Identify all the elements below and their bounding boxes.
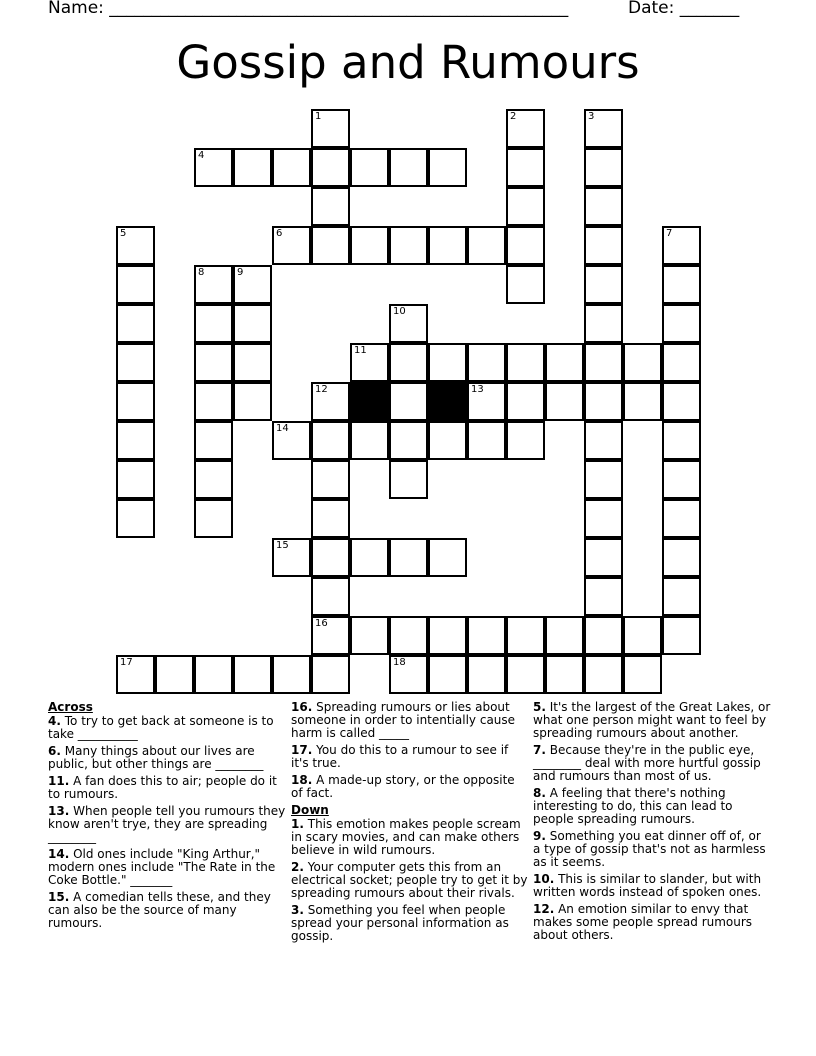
down-clue: 7. Because they're in the public eye, ________ deal with more hurtful gossip and rumours than most of us. [533, 743, 761, 783]
grid-cell[interactable] [506, 343, 545, 382]
clue-number: 10 [393, 306, 406, 317]
grid-cell[interactable] [584, 187, 623, 226]
grid-cell[interactable] [506, 109, 545, 148]
clue-number: 18 [393, 657, 406, 668]
grid-cell[interactable] [584, 304, 623, 343]
clue-number: 4 [198, 150, 205, 161]
grid-cell[interactable] [194, 148, 233, 187]
grid-cell[interactable] [233, 655, 272, 694]
date-field[interactable]: Date: _______ [628, 0, 740, 18]
grid-cell[interactable] [623, 616, 662, 655]
across-clue: 18. A made-up story, or the opposite of fact. [291, 773, 515, 800]
grid-cell[interactable] [194, 304, 233, 343]
grid-cell[interactable] [311, 460, 350, 499]
clue-number: 9 [237, 267, 244, 278]
grid-cell[interactable] [584, 226, 623, 265]
down-clue: 12. An emotion similar to envy that makes some people spread rumours about others. [533, 902, 753, 942]
grid-cell[interactable] [584, 265, 623, 304]
grid-cell[interactable] [662, 304, 701, 343]
across-clue: 17. You do this to a rumour to see if it's true. [291, 743, 509, 770]
grid-cell[interactable] [311, 577, 350, 616]
grid-cell[interactable] [584, 577, 623, 616]
clue-number: 17 [120, 657, 133, 668]
grid-cell[interactable] [428, 343, 467, 382]
grid-cell[interactable] [194, 655, 233, 694]
clue-number: 11 [354, 345, 367, 356]
clue-number: 13 [471, 384, 484, 395]
grid-cell[interactable] [662, 382, 701, 421]
black-cell [350, 382, 389, 421]
grid-cell[interactable] [545, 343, 584, 382]
grid-cell[interactable] [389, 538, 428, 577]
grid-cell[interactable] [311, 187, 350, 226]
grid-cell[interactable] [662, 499, 701, 538]
grid-cell[interactable] [233, 343, 272, 382]
clue-number: 2 [510, 111, 517, 122]
grid-cell[interactable] [545, 616, 584, 655]
grid-cell[interactable] [311, 226, 350, 265]
down-clue: 8. A feeling that there's nothing interesting to do, this can lead to people spreading rumours. [533, 786, 733, 826]
grid-cell[interactable] [194, 421, 233, 460]
grid-cell[interactable] [116, 499, 155, 538]
clue-number: 7 [666, 228, 673, 239]
clues-column-3 [533, 701, 771, 946]
clue-number: 5 [120, 228, 127, 239]
grid-cell[interactable] [467, 226, 506, 265]
name-field[interactable]: Name: ______________________________________________________ [48, 0, 569, 18]
grid-cell[interactable] [272, 421, 311, 460]
grid-cell[interactable] [311, 148, 350, 187]
grid-cell[interactable] [584, 655, 623, 694]
grid-cell[interactable] [233, 382, 272, 421]
down-clue: 1. This emotion makes people scream in scary movies, and can make others believe in wild rumours. [291, 817, 521, 857]
down-clue: 9. Something you eat dinner off of, or a type of gossip that's not as harmless as it seems. [533, 829, 766, 869]
grid-cell[interactable] [350, 421, 389, 460]
grid-cell[interactable] [194, 460, 233, 499]
grid-cell[interactable] [116, 460, 155, 499]
grid-cell[interactable] [584, 616, 623, 655]
grid-cell[interactable] [389, 616, 428, 655]
grid-cell[interactable] [389, 304, 428, 343]
grid-cell[interactable] [272, 655, 311, 694]
across-heading: Across [48, 700, 93, 714]
grid-cell[interactable] [623, 382, 662, 421]
grid-cell[interactable] [506, 148, 545, 187]
grid-cell[interactable] [311, 655, 350, 694]
grid-cell[interactable] [311, 499, 350, 538]
grid-cell[interactable] [506, 382, 545, 421]
grid-cell[interactable] [584, 343, 623, 382]
grid-cell[interactable] [506, 655, 545, 694]
grid-cell[interactable] [311, 421, 350, 460]
grid-cell[interactable] [506, 187, 545, 226]
grid-cell[interactable] [662, 577, 701, 616]
grid-cell[interactable] [428, 655, 467, 694]
grid-cell[interactable] [506, 421, 545, 460]
grid-cell[interactable] [311, 616, 350, 655]
grid-cell[interactable] [662, 265, 701, 304]
grid-cell[interactable] [623, 343, 662, 382]
grid-cell[interactable] [389, 148, 428, 187]
down-clue: 3. Something you feel when people spread your personal information as gossip. [291, 903, 509, 943]
across-clue: 4. To try to get back at someone is to take __________ [48, 714, 274, 741]
grid-cell[interactable] [428, 616, 467, 655]
clues-column-2 [291, 701, 529, 947]
grid-cell[interactable] [116, 655, 155, 694]
grid-cell[interactable] [116, 382, 155, 421]
grid-cell[interactable] [194, 265, 233, 304]
grid-cell[interactable] [389, 343, 428, 382]
grid-cell[interactable] [350, 343, 389, 382]
grid-cell[interactable] [272, 538, 311, 577]
grid-cell[interactable] [584, 109, 623, 148]
clue-number: 3 [588, 111, 595, 122]
grid-cell[interactable] [350, 538, 389, 577]
grid-cell[interactable] [233, 148, 272, 187]
grid-cell[interactable] [506, 226, 545, 265]
grid-cell[interactable] [116, 343, 155, 382]
black-cell [428, 382, 467, 421]
grid-cell[interactable] [662, 460, 701, 499]
grid-cell[interactable] [584, 421, 623, 460]
grid-cell[interactable] [467, 655, 506, 694]
across-clue: 16. Spreading rumours or lies about someone in order to intentially cause harm is called _____ [291, 700, 516, 740]
clue-number: 8 [198, 267, 205, 278]
grid-cell[interactable] [116, 421, 155, 460]
grid-cell[interactable] [272, 226, 311, 265]
grid-cell[interactable] [389, 460, 428, 499]
grid-cell[interactable] [467, 343, 506, 382]
grid-cell[interactable] [623, 655, 662, 694]
grid-cell[interactable] [584, 460, 623, 499]
grid-cell[interactable] [389, 382, 428, 421]
grid-cell[interactable] [116, 304, 155, 343]
page-title: Gossip and Rumours [176, 36, 640, 89]
grid-cell[interactable] [311, 109, 350, 148]
grid-cell[interactable] [233, 265, 272, 304]
grid-cell[interactable] [350, 616, 389, 655]
clues-column-1 [48, 701, 286, 934]
grid-cell[interactable] [662, 616, 701, 655]
grid-cell[interactable] [662, 343, 701, 382]
across-clue: 11. A fan does this to air; people do it to rumours. [48, 774, 277, 801]
grid-cell[interactable] [428, 421, 467, 460]
grid-cell[interactable] [194, 499, 233, 538]
clue-number: 15 [276, 540, 289, 551]
grid-cell[interactable] [584, 148, 623, 187]
grid-cell[interactable] [545, 382, 584, 421]
grid-cell[interactable] [584, 499, 623, 538]
clue-number: 1 [315, 111, 322, 122]
clue-number: 6 [276, 228, 283, 239]
grid-cell[interactable] [428, 148, 467, 187]
grid-cell[interactable] [194, 382, 233, 421]
grid-cell[interactable] [506, 265, 545, 304]
grid-cell[interactable] [272, 148, 311, 187]
grid-cell[interactable] [311, 382, 350, 421]
grid-cell[interactable] [467, 421, 506, 460]
grid-cell[interactable] [350, 226, 389, 265]
across-clue: 13. When people tell you rumours they know aren't trye, they are spreading ________ [48, 804, 286, 844]
grid-cell[interactable] [389, 226, 428, 265]
grid-cell[interactable] [662, 421, 701, 460]
clue-number: 16 [315, 618, 328, 629]
grid-cell[interactable] [389, 421, 428, 460]
grid-cell[interactable] [311, 538, 350, 577]
grid-cell[interactable] [662, 538, 701, 577]
grid-cell[interactable] [467, 616, 506, 655]
grid-cell[interactable] [155, 655, 194, 694]
down-clue: 2. Your computer gets this from an electrical socket; people try to get it by spreading rumours about their rivals. [291, 860, 528, 900]
across-clue: 14. Old ones include "King Arthur," modern ones include "The Rate in the Coke Bottle." _______ [48, 847, 276, 887]
across-clue: 6. Many things about our lives are public, but other things are ________ [48, 744, 264, 771]
down-heading: Down [291, 803, 329, 817]
grid-cell[interactable] [116, 226, 155, 265]
across-clue: 15. A comedian tells these, and they can also be the source of many rumours. [48, 890, 271, 930]
grid-cell[interactable] [467, 382, 506, 421]
grid-cell[interactable] [545, 655, 584, 694]
grid-cell[interactable] [389, 655, 428, 694]
grid-cell[interactable] [350, 148, 389, 187]
clue-number: 12 [315, 384, 328, 395]
clue-number: 14 [276, 423, 289, 434]
down-clue: 5. It's the largest of the Great Lakes, or what one person might want to feel by spreading rumours about another. [533, 700, 771, 740]
grid-cell[interactable] [116, 265, 155, 304]
down-clue: 10. This is similar to slander, but with written words instead of spoken ones. [533, 872, 762, 899]
grid-cell[interactable] [194, 343, 233, 382]
grid-cell[interactable] [233, 304, 272, 343]
grid-cell[interactable] [506, 616, 545, 655]
grid-cell[interactable] [428, 226, 467, 265]
grid-cell[interactable] [584, 382, 623, 421]
grid-cell[interactable] [584, 538, 623, 577]
grid-cell[interactable] [662, 226, 701, 265]
grid-cell[interactable] [428, 538, 467, 577]
